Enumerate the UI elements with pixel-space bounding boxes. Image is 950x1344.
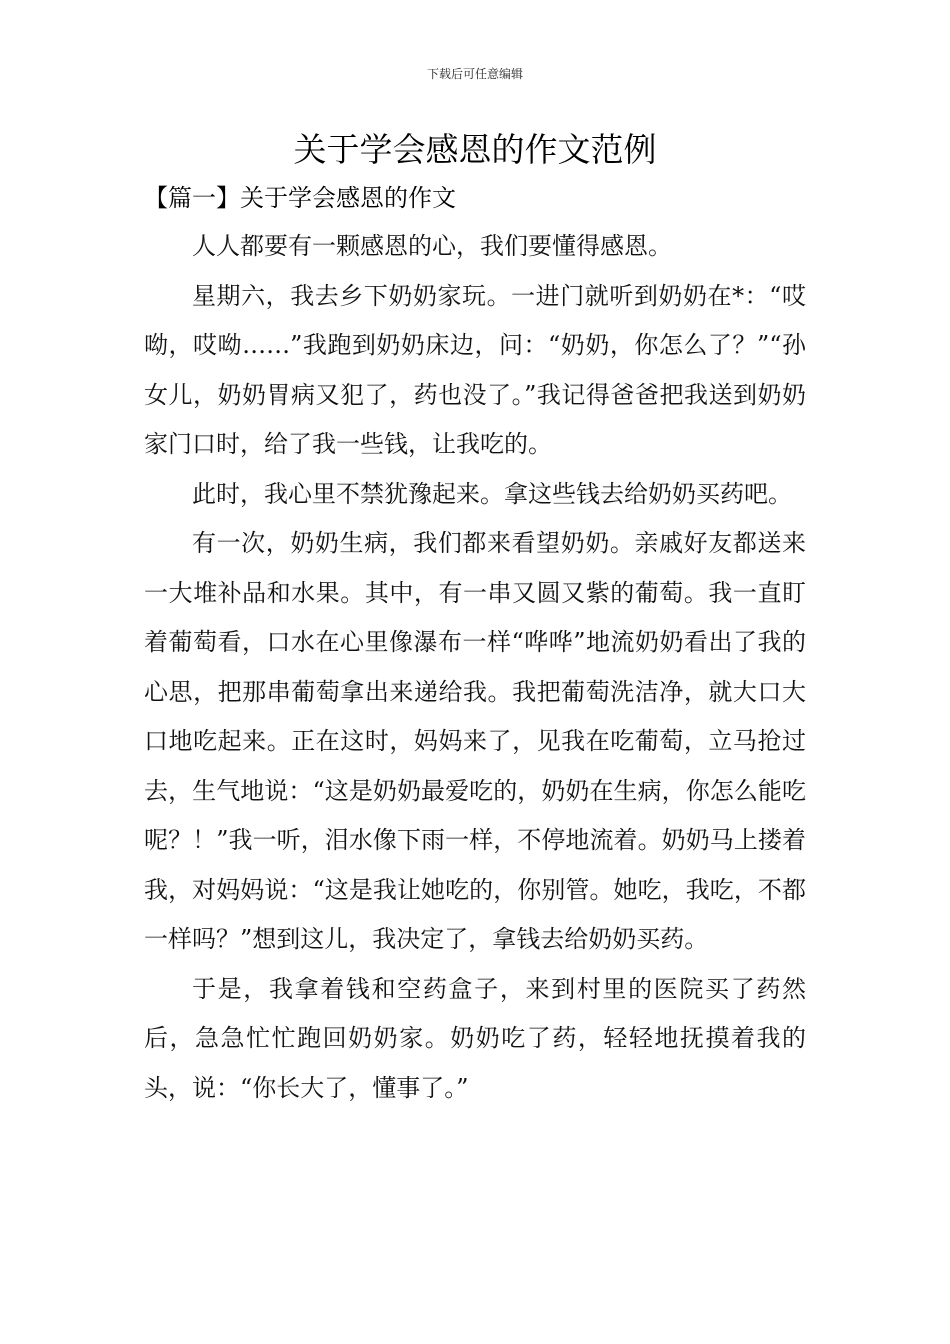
- paragraph: 此时，我心里不禁犹豫起来。拿这些钱去给奶奶买药吧。: [192, 479, 792, 508]
- paragraph: 星期六，我去乡下奶奶家玩。一进门就听到奶奶在*：“哎呦，哎呦……”我跑到奶奶床边，问：“奶奶，你怎么了？”“孙女儿，奶奶胃病又犯了，药也没了。”我记得爸爸把我送到奶奶家门口时，给了我一些钱，让我吃的。: [144, 281, 806, 458]
- section-heading: 【篇一】关于学会感恩的作文: [144, 184, 456, 212]
- paragraph: 人人都要有一颗感恩的心，我们要懂得感恩。: [192, 232, 672, 260]
- paragraph: 于是，我拿着钱和空药盒子，来到村里的医院买了药然后，急急忙忙跑回奶奶家。奶奶吃了药，轻轻地抚摸着我的头，说：“你长大了，懂事了。”: [144, 974, 806, 1102]
- paragraph: 有一次，奶奶生病，我们都来看望奶奶。亲戚好友都送来一大堆补品和水果。其中，有一串又圆又紫的葡萄。我一直盯着葡萄看，口水在心里像瀑布一样“哗哗”地流奶奶看出了我的心思，把那串葡萄拿出来递给我。我把葡萄洗洁净，就大口大口地吃起来。正在这时，妈妈来了，见我在吃葡萄，立马抢过去，生气地说：“这是奶奶最爱吃的，奶奶在生病，你怎么能吃呢？！”我一听，泪水像下雨一样，不停地流着。奶奶马上搂着我，对妈妈说：“这是我让她吃的，你别管。她吃，我吃，不都一样吗？”想到这儿，我决定了，拿钱去给奶奶买药。: [144, 529, 806, 953]
- document-title: 关于学会感恩的作文范例: [293, 130, 657, 169]
- header-note: 下载后可任意编辑: [426, 67, 523, 81]
- document-body: [144, 222, 806, 1113]
